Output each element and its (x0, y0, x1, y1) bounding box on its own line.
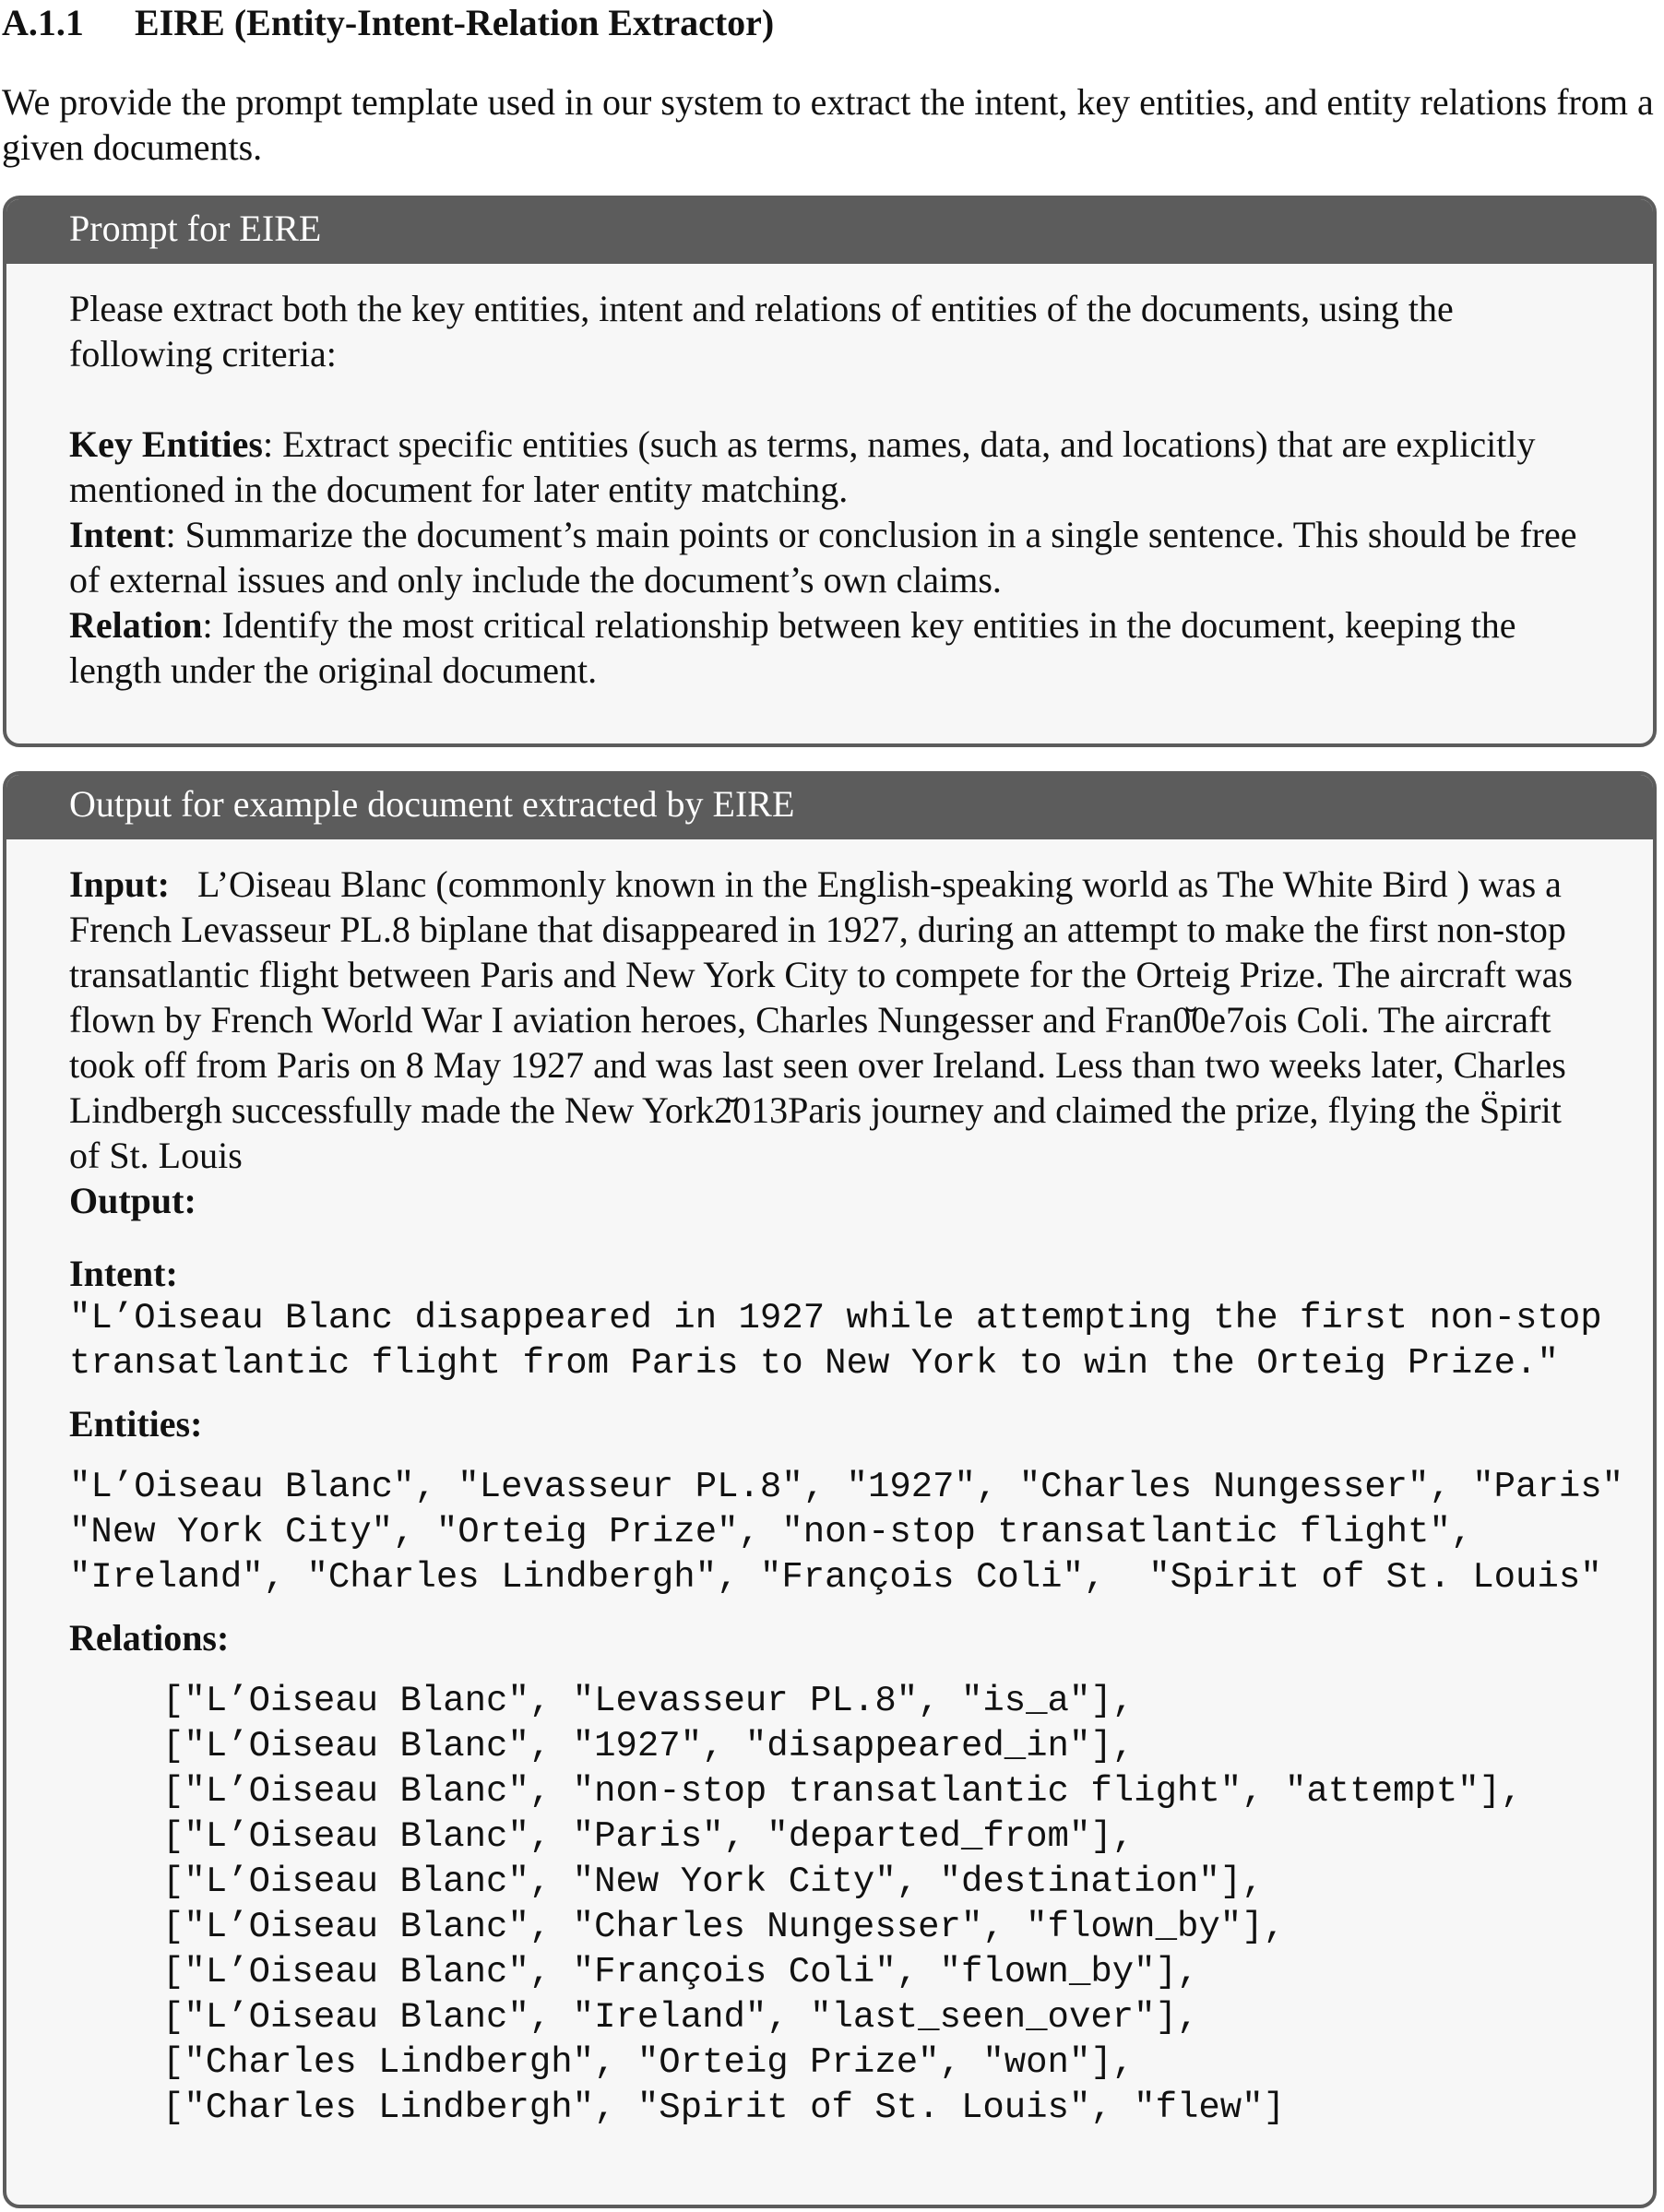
relation-line: ["L’Oiseau Blanc", "non-stop transatlantic flight", "attempt"], (162, 1771, 1523, 1812)
relations-list (162, 1679, 1592, 2131)
criterion-label: Relation (69, 604, 203, 646)
prompt-box (3, 196, 1657, 747)
relation-line: ["Charles Lindbergh", "Spirit of St. Louis", "flew"] (162, 2087, 1285, 2128)
entities-label: Entities: (69, 1403, 203, 1445)
prompt-instruction: Please extract both the key entities, intent and relations of entities of the documents, using the following criteria: (69, 288, 1454, 375)
section-title: EIRE (Entity-Intent-Relation Extractor) (135, 2, 775, 43)
criterion-text: : Extract specific entities (such as terms, names, data, and locations) that are explicitly mentioned in the document for later entity matching. (69, 423, 1536, 510)
intent-line: transatlantic flight from Paris to New York to win the Orteig Prize." (69, 1343, 1559, 1384)
entities-line: "Ireland", "Charles Lindbergh", "François Coli", "Spirit of St. Louis" (69, 1557, 1602, 1598)
criterion-intent (69, 512, 1592, 602)
output-box (3, 771, 1657, 2208)
relation-line: ["L’Oiseau Blanc", "Ireland", "last_seen_over"], (162, 1997, 1199, 2038)
criterion-text: : Identify the most critical relationship between key entities in the document, keeping the length under the original document. (69, 604, 1516, 691)
input-label: Input: (69, 863, 170, 905)
relation-line: ["L’Oiseau Blanc", "Paris", "departed_from"], (162, 1816, 1135, 1857)
prompt-box-header: Prompt for EIRE (6, 199, 1653, 264)
criterion-label: Key Entities (69, 423, 263, 465)
prompt-box-body (6, 264, 1653, 693)
relation-line: ["L’Oiseau Blanc", "Charles Nungesser", "flown_by"], (162, 1907, 1285, 1947)
relation-line: ["L’Oiseau Blanc", "Levasseur PL.8", "is_a"], (162, 1681, 1135, 1721)
entities-line: "New York City", "Orteig Prize", "non-stop transatlantic flight", (69, 1512, 1473, 1552)
criterion-relation (69, 602, 1592, 693)
criterion-text: : Summarize the document’s main points or conclusion in a single sentence. This should be free of external issues and only include the document’s own claims. (69, 514, 1577, 601)
relation-line: ["Charles Lindbergh", "Orteig Prize", "won"], (162, 2042, 1135, 2083)
intro-paragraph: We provide the prompt template used in our system to extract the intent, key entities, and entity relations from a given documents. (2, 81, 1654, 168)
section-number: A.1.1 (2, 2, 84, 43)
input-paragraph (69, 862, 1592, 1178)
input-text: L’Oiseau Blanc (commonly known in the English-speaking world as The White Bird ) was a French Levasseur PL.8 biplane that disappeared in 1927, during an attempt to make the first non-stop transatlantic flight between Paris and New York City to compete for the Orteig Prize. The aircraft was flown by French World War I aviation heroes, Charles Nungesser and Fran0̆0e7ois Coli. The aircraft took off from Paris on 8 May 1927 and was last seen over Ireland. Less than two weeks later, Charles Lindbergh successfully made the New York2̆013Paris journey and claimed the prize, flying the S̈pirit of St. Louis (69, 863, 1573, 1176)
relation-line: ["L’Oiseau Blanc", "New York City", "destination"], (162, 1861, 1264, 1902)
output-label: Output: (69, 1180, 196, 1221)
section-heading (2, 0, 774, 46)
relation-line: ["L’Oiseau Blanc", "François Coli", "flown_by"], (162, 1952, 1199, 1992)
relation-line: ["L’Oiseau Blanc", "1927", "disappeared_in"], (162, 1726, 1135, 1766)
relations-label: Relations: (69, 1617, 230, 1659)
intent-line: "L’Oiseau Blanc disappeared in 1927 while attempting the first non-stop (69, 1298, 1602, 1338)
criterion-key-entities (69, 422, 1592, 512)
criterion-label: Intent (69, 514, 166, 555)
output-box-header: Output for example document extracted by EIRE (6, 775, 1653, 839)
output-box-body (6, 839, 1653, 2131)
entities-line: "L’Oiseau Blanc", "Levasseur PL.8", "1927", "Charles Nungesser", "Paris" (69, 1467, 1624, 1507)
intent-label: Intent: (69, 1253, 178, 1294)
